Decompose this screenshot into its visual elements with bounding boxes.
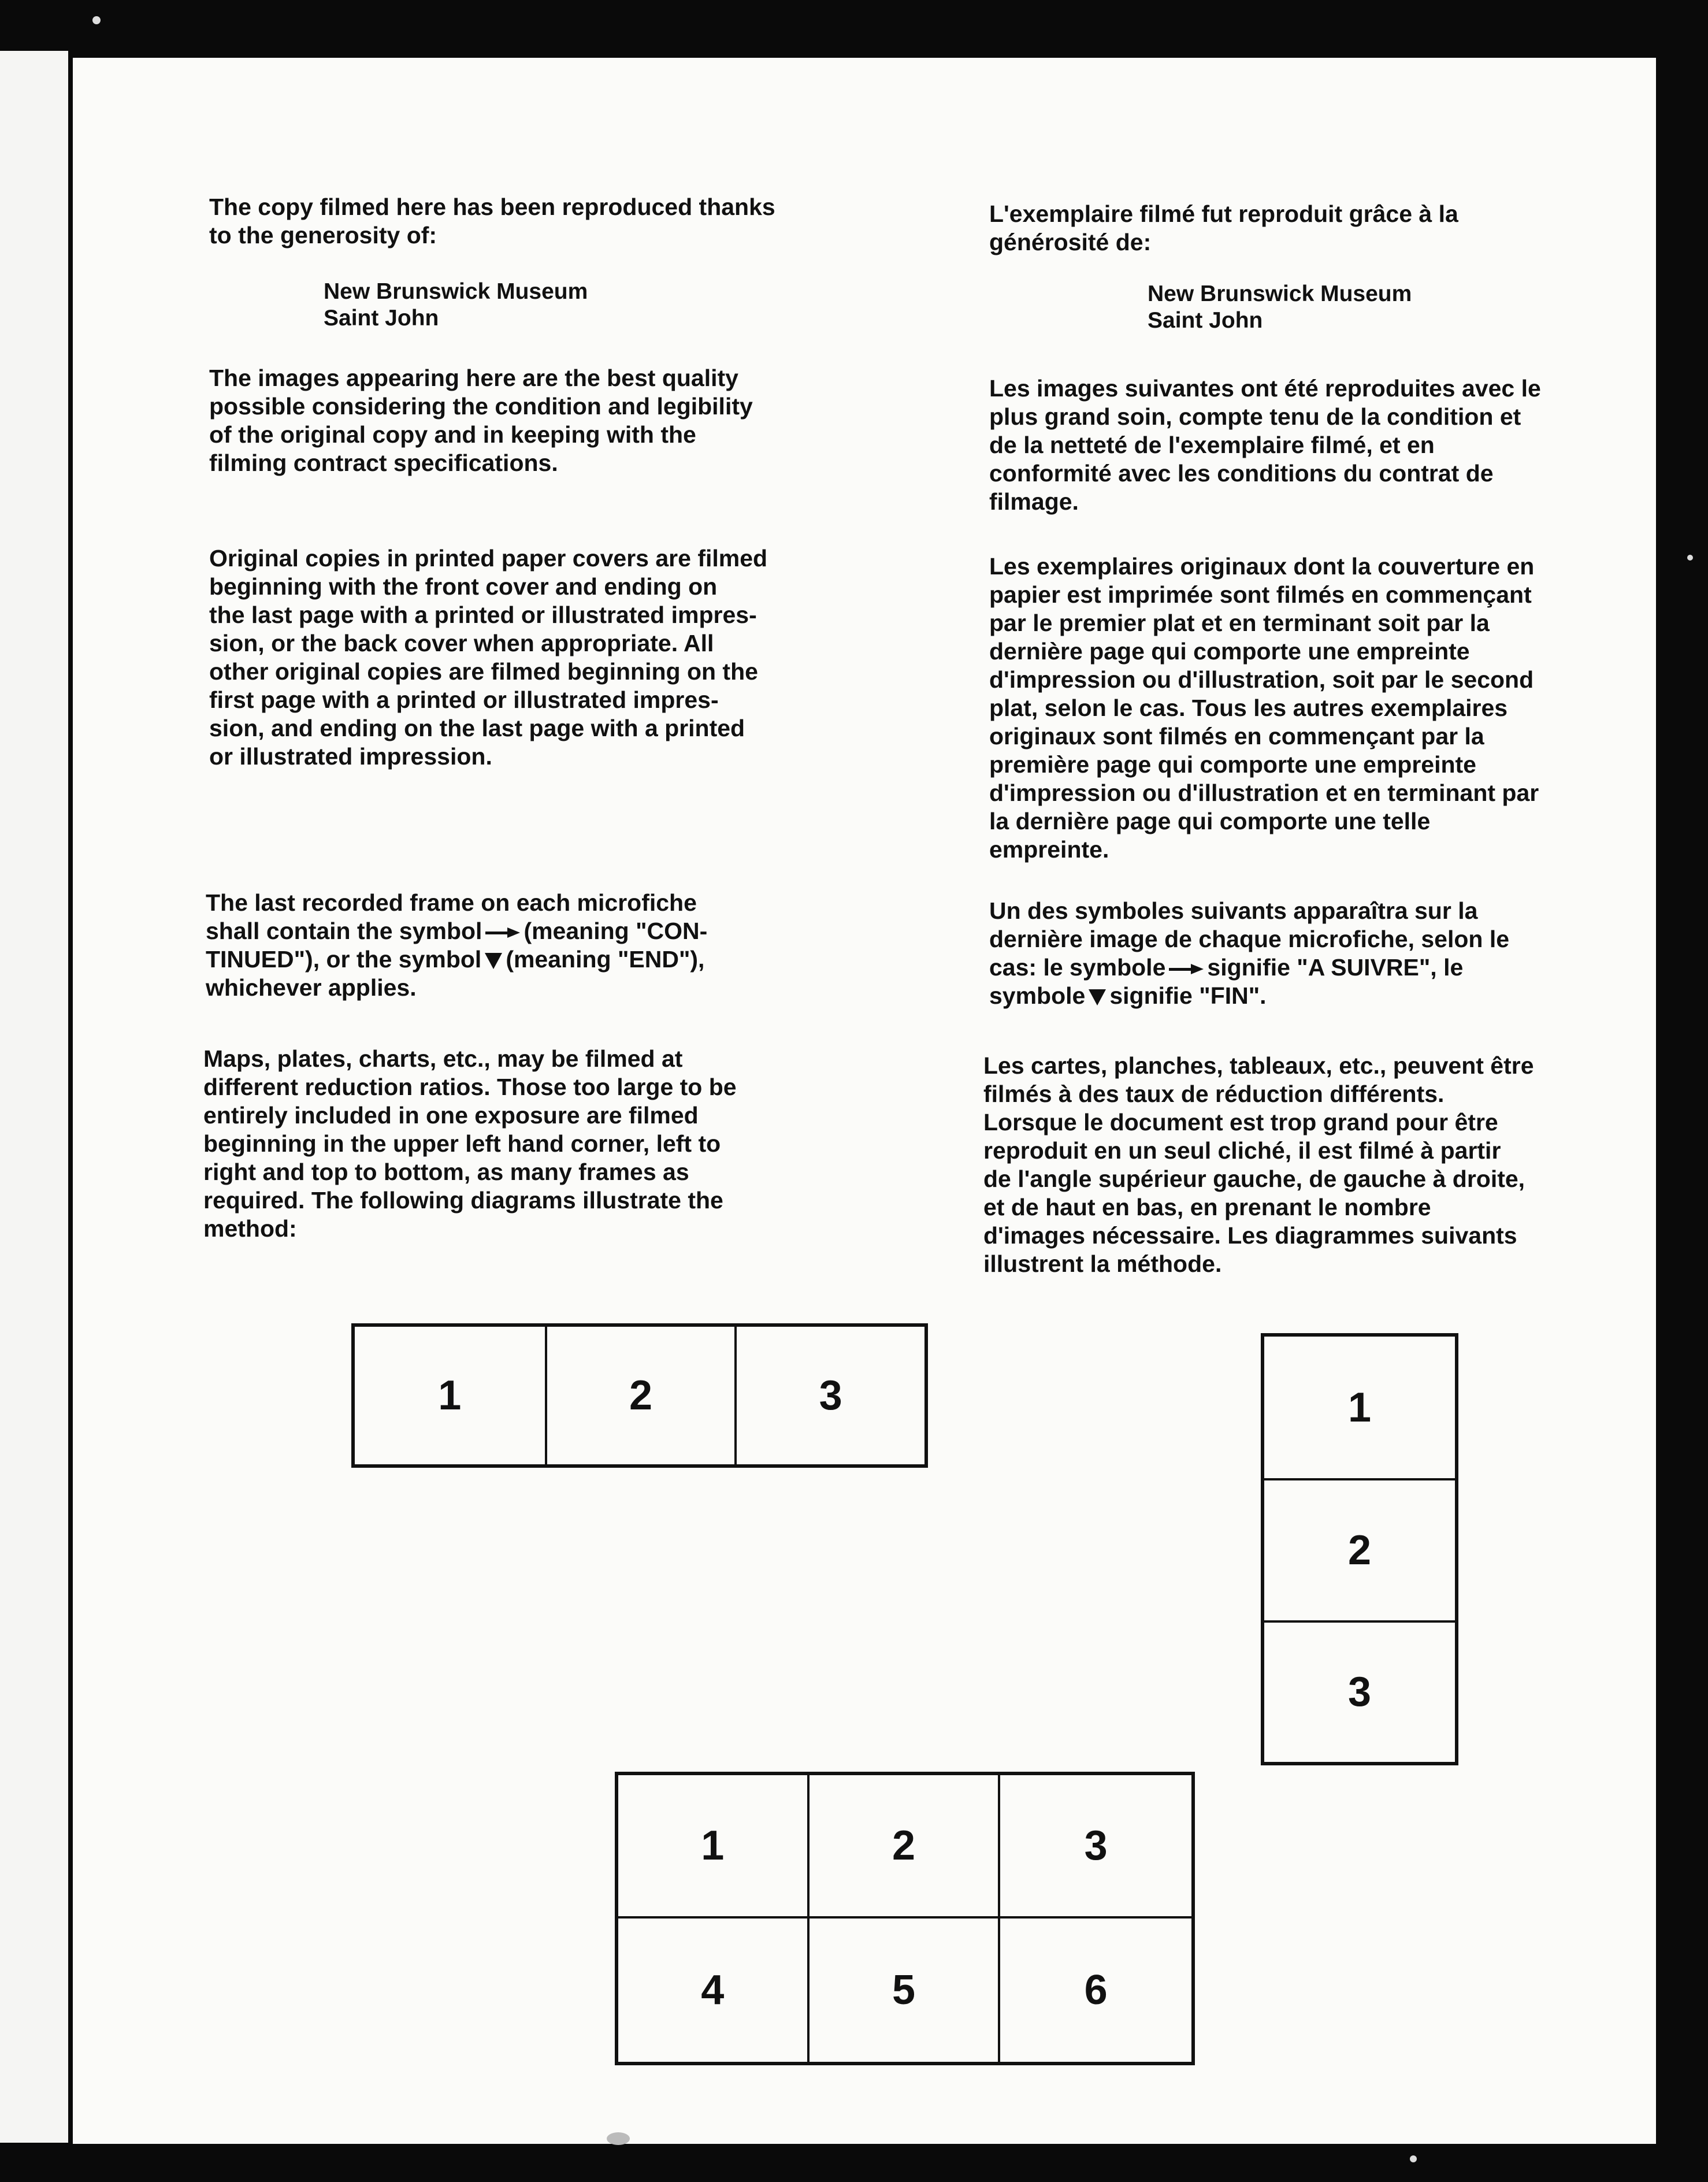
frame-cell: 1 (438, 1372, 462, 1419)
frame-cell: 2 (1264, 1478, 1455, 1620)
diagram-horizontal-frames (351, 1323, 928, 1468)
fin-triangle-icon (1089, 989, 1106, 1005)
a-suivre-arrow-icon (1169, 965, 1204, 973)
frame-cell: 1 (1347, 1384, 1372, 1431)
intro-paragraph-en: The copy filmed here has been reproduced thanks to the generosity of: (209, 194, 775, 248)
frame-cell: 2 (545, 1327, 735, 1464)
frame-cell: 5 (810, 1918, 1001, 2062)
originals-paragraph-fr: Les exemplaires originaux dont la couverture en papier est imprimée sont filmés en commençant par le premier plat et en terminant soit par la dernière page qui comporte une empreinte d'impression ou d'illustration, soit par le second plat, selon le cas. Tous les autres exemplaires originaux sont filmés en commençant par la première page qui comporte une empreinte d'impression ou d'illustration et en terminant par la dernière page qui comporte une telle empreinte. (989, 553, 1539, 863)
continued-arrow-icon (485, 929, 520, 937)
frame-cell: 3 (1000, 1775, 1191, 1918)
frame-cell: 6 (1084, 1967, 1108, 2013)
film-speck (607, 2132, 630, 2145)
diagram-vertical-frames (1261, 1333, 1458, 1765)
intro-paragraph-fr: L'exemplaire filmé fut reproduit grâce à la générosité de: (989, 201, 1458, 255)
quality-paragraph-en: The images appearing here are the best quality possible considering the condition and legibility of the original copy and in keeping with the filming contract specifications. (209, 365, 753, 476)
symbols-paragraph-fr: Un des symboles suivants apparaîtra sur la dernière image de chaque microfiche, selon le cas: le symbole signifie "A SUIVRE", le symbole signifie "FIN". (989, 897, 1510, 1009)
quality-paragraph-fr: Les images suivantes ont été reproduites avec le plus grand soin, compte tenu de la condition et de la netteté de l'exemplaire filmé, et en conformité avec les conditions du contrat de filmage. (989, 375, 1541, 515)
adjacent-page-edge (0, 51, 68, 2143)
maps-paragraph-fr: Les cartes, planches, tableaux, etc., peuvent être filmés à des taux de réduction différents. Lorsque le document est trop grand pour être reproduit en un seul cliché, il est filmé à partir de l'angle supérieur gauche, de gauche à droite, et de haut en bas, en prenant le nombre d'images nécessaire. Les diagrammes suivants illustrent la méthode. (983, 1052, 1534, 1277)
maps-paragraph-en: Maps, plates, charts, etc., may be filmed at different reduction ratios. Those too large to be entirely included in one exposure are filmed beginning in the upper left hand corner, left to right and top to bottom, as many frames as required. The following diagrams illustrate the method: (203, 1045, 737, 1242)
frame-cell: 4 (618, 1918, 810, 2062)
symbols-paragraph-en: The last recorded frame on each microfiche shall contain the symbol (meaning "CON- TINUED"), or the symbol (meaning "END"), whichever applies. (206, 889, 708, 1001)
end-triangle-icon (485, 953, 502, 969)
institution-en: New Brunswick Museum Saint John (324, 279, 588, 331)
frame-cell: 3 (1264, 1620, 1455, 1762)
film-speck (1410, 2155, 1417, 2162)
film-speck (92, 16, 101, 24)
frame-cell: 3 (734, 1327, 924, 1464)
frame-cell: 1 (618, 1775, 810, 1918)
diagram-grid-frames (615, 1772, 1195, 2065)
film-speck (1687, 555, 1693, 561)
originals-paragraph-en: Original copies in printed paper covers are filmed beginning with the front cover and ending on the last page with a printed or illustrated impres- sion, or the back cover when appropriate. All other original copies are filmed beginning on the first page with a printed or illustrated impres- sion, and ending on the last page with a printed or illustrated impression. (209, 545, 768, 770)
institution-fr: New Brunswick Museum Saint John (1148, 281, 1412, 333)
frame-cell: 2 (810, 1775, 1001, 1918)
